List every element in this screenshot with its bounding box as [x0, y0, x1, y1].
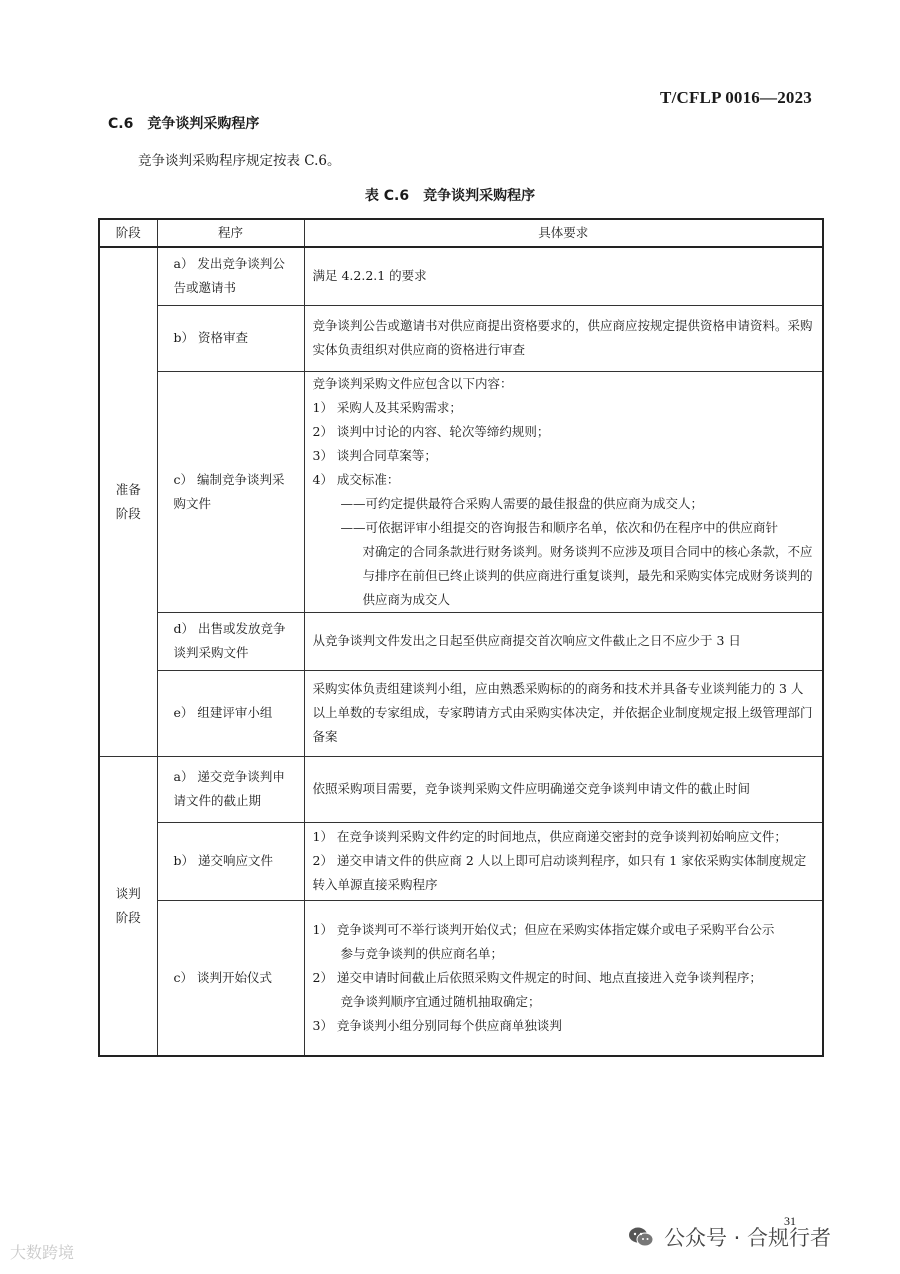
- procedure-table: [98, 218, 824, 1057]
- requirements-cell: [304, 670, 823, 756]
- requirement-line: 竞争谈判顺序宜通过随机抽取确定；: [340, 993, 541, 1009]
- requirements-cell: [304, 305, 823, 371]
- procedure-cell: a） 发出竞争谈判公告或邀请书: [157, 247, 304, 305]
- section-intro: 竞争谈判采购程序规定按表 C.6。: [138, 153, 341, 169]
- watermark-right-text: 公众号 · 合规行者: [664, 1226, 832, 1250]
- requirement-line: 竞争谈判采购文件应包含以下内容：: [312, 375, 513, 391]
- requirement-line: 参与竞争谈判的供应商名单；: [340, 945, 504, 961]
- page-number: 31: [784, 1214, 796, 1228]
- requirements-cell: [304, 900, 823, 1056]
- header-requirements: 具体要求: [304, 219, 823, 247]
- requirement-line: 满足 4.2.2.1 的要求: [312, 268, 427, 284]
- table-caption-title: 竞争谈判采购程序: [423, 188, 536, 204]
- table-row: [99, 371, 823, 612]
- requirement-line: 2） 递交申请时间截止后依照采购文件规定的时间、地点直接进入竞争谈判程序；: [312, 969, 762, 985]
- requirement-line: 2） 谈判中讨论的内容、轮次等缔约规则；: [312, 423, 550, 439]
- procedure-cell: a） 递交竞争谈判申请文件的截止期: [157, 756, 304, 822]
- watermark-right: [628, 1222, 831, 1252]
- procedure-cell: b） 递交响应文件: [157, 822, 304, 900]
- requirement-line: 从竞争谈判文件发出之日起至供应商提交首次响应文件截止之日不应少于 3 日: [312, 633, 741, 648]
- table-row: [99, 247, 823, 305]
- requirement-line: ——可依据评审小组提交的咨询报告和顺序名单，依次和仍在程序中的供应商针: [340, 519, 779, 535]
- table-caption: [0, 185, 900, 205]
- stage-cell: 谈判 阶段: [99, 756, 157, 1056]
- requirements-cell: [304, 756, 823, 822]
- procedure-cell: d） 出售或发放竞争谈判采购文件: [157, 612, 304, 670]
- requirement-line: 依照采购项目需要，竞争谈判采购文件应明确递交竞争谈判申请文件的截止时间: [312, 781, 751, 796]
- header-procedure: 程序: [157, 219, 304, 247]
- procedure-cell: b） 资格审查: [157, 305, 304, 371]
- requirements-cell: [304, 247, 823, 305]
- procedure-cell: c） 编制竞争谈判采购文件: [157, 371, 304, 612]
- table-caption-number: 表 C.6: [364, 188, 410, 204]
- requirements-cell: [304, 822, 823, 900]
- requirement-line: 1） 在竞争谈判采购文件约定的时间地点，供应商递交密封的竞争谈判初始响应文件；: [312, 829, 787, 844]
- table-row: [99, 305, 823, 371]
- procedure-cell: c） 谈判开始仪式: [157, 900, 304, 1056]
- stage-cell: 准备 阶段: [99, 247, 157, 756]
- requirement-line: 2） 递交申请文件的供应商 2 人以上即可启动谈判程序，如只有 1 家依采购实体制度规定转入单源直接采购程序: [312, 853, 807, 892]
- table-row: [99, 900, 823, 1056]
- table-row: [99, 756, 823, 822]
- requirement-line: 1） 采购人及其采购需求；: [312, 399, 462, 415]
- document-number: T/CFLP 0016—2023: [660, 88, 812, 107]
- requirement-line: 1） 竞争谈判可不举行谈判开始仪式；但应在采购实体指定媒介或电子采购平台公示: [312, 921, 775, 937]
- requirement-line: 对确定的合同条款进行财务谈判。财务谈判不应涉及项目合同中的核心条款，不应与排序在前但已终止谈判的供应商进行重复谈判，最先和采购实体完成财务谈判的供应商为成交人: [362, 543, 813, 607]
- requirements-cell: [304, 612, 823, 670]
- table-row: [99, 612, 823, 670]
- wechat-icon: [628, 1226, 654, 1248]
- procedure-cell: e） 组建评审小组: [157, 670, 304, 756]
- table-body: [99, 247, 823, 1056]
- watermark-left: 大数跨境: [10, 1243, 75, 1262]
- section-number: C.6: [108, 116, 134, 132]
- requirement-line: 3） 谈判合同草案等；: [312, 447, 437, 463]
- requirement-line: 3） 竞争谈判小组分别同每个供应商单独谈判: [312, 1017, 562, 1033]
- requirement-line: 采购实体负责组建谈判小组，应由熟悉采购标的的商务和技术并具备专业谈判能力的 3 人以上单数的专家组成，专家聘请方式由采购实体决定，并依据企业制度规定报上级管理部门备案: [312, 681, 813, 744]
- section-heading: [108, 113, 259, 133]
- table-header-row: [99, 219, 823, 247]
- requirement-line: 竞争谈判公告或邀请书对供应商提出资格要求的，供应商应按规定提供资格申请资料。采购实体负责组织对供应商的资格进行审查: [312, 318, 813, 357]
- requirements-cell: [304, 371, 823, 612]
- table-row: [99, 670, 823, 756]
- table-row: [99, 822, 823, 900]
- requirement-line: 4） 成交标准：: [312, 471, 400, 487]
- section-title: 竞争谈判采购程序: [147, 116, 260, 132]
- requirement-line: ——可约定提供最符合采购人需要的最佳报盘的供应商为成交人；: [340, 495, 704, 511]
- header-stage: 阶段: [99, 219, 157, 247]
